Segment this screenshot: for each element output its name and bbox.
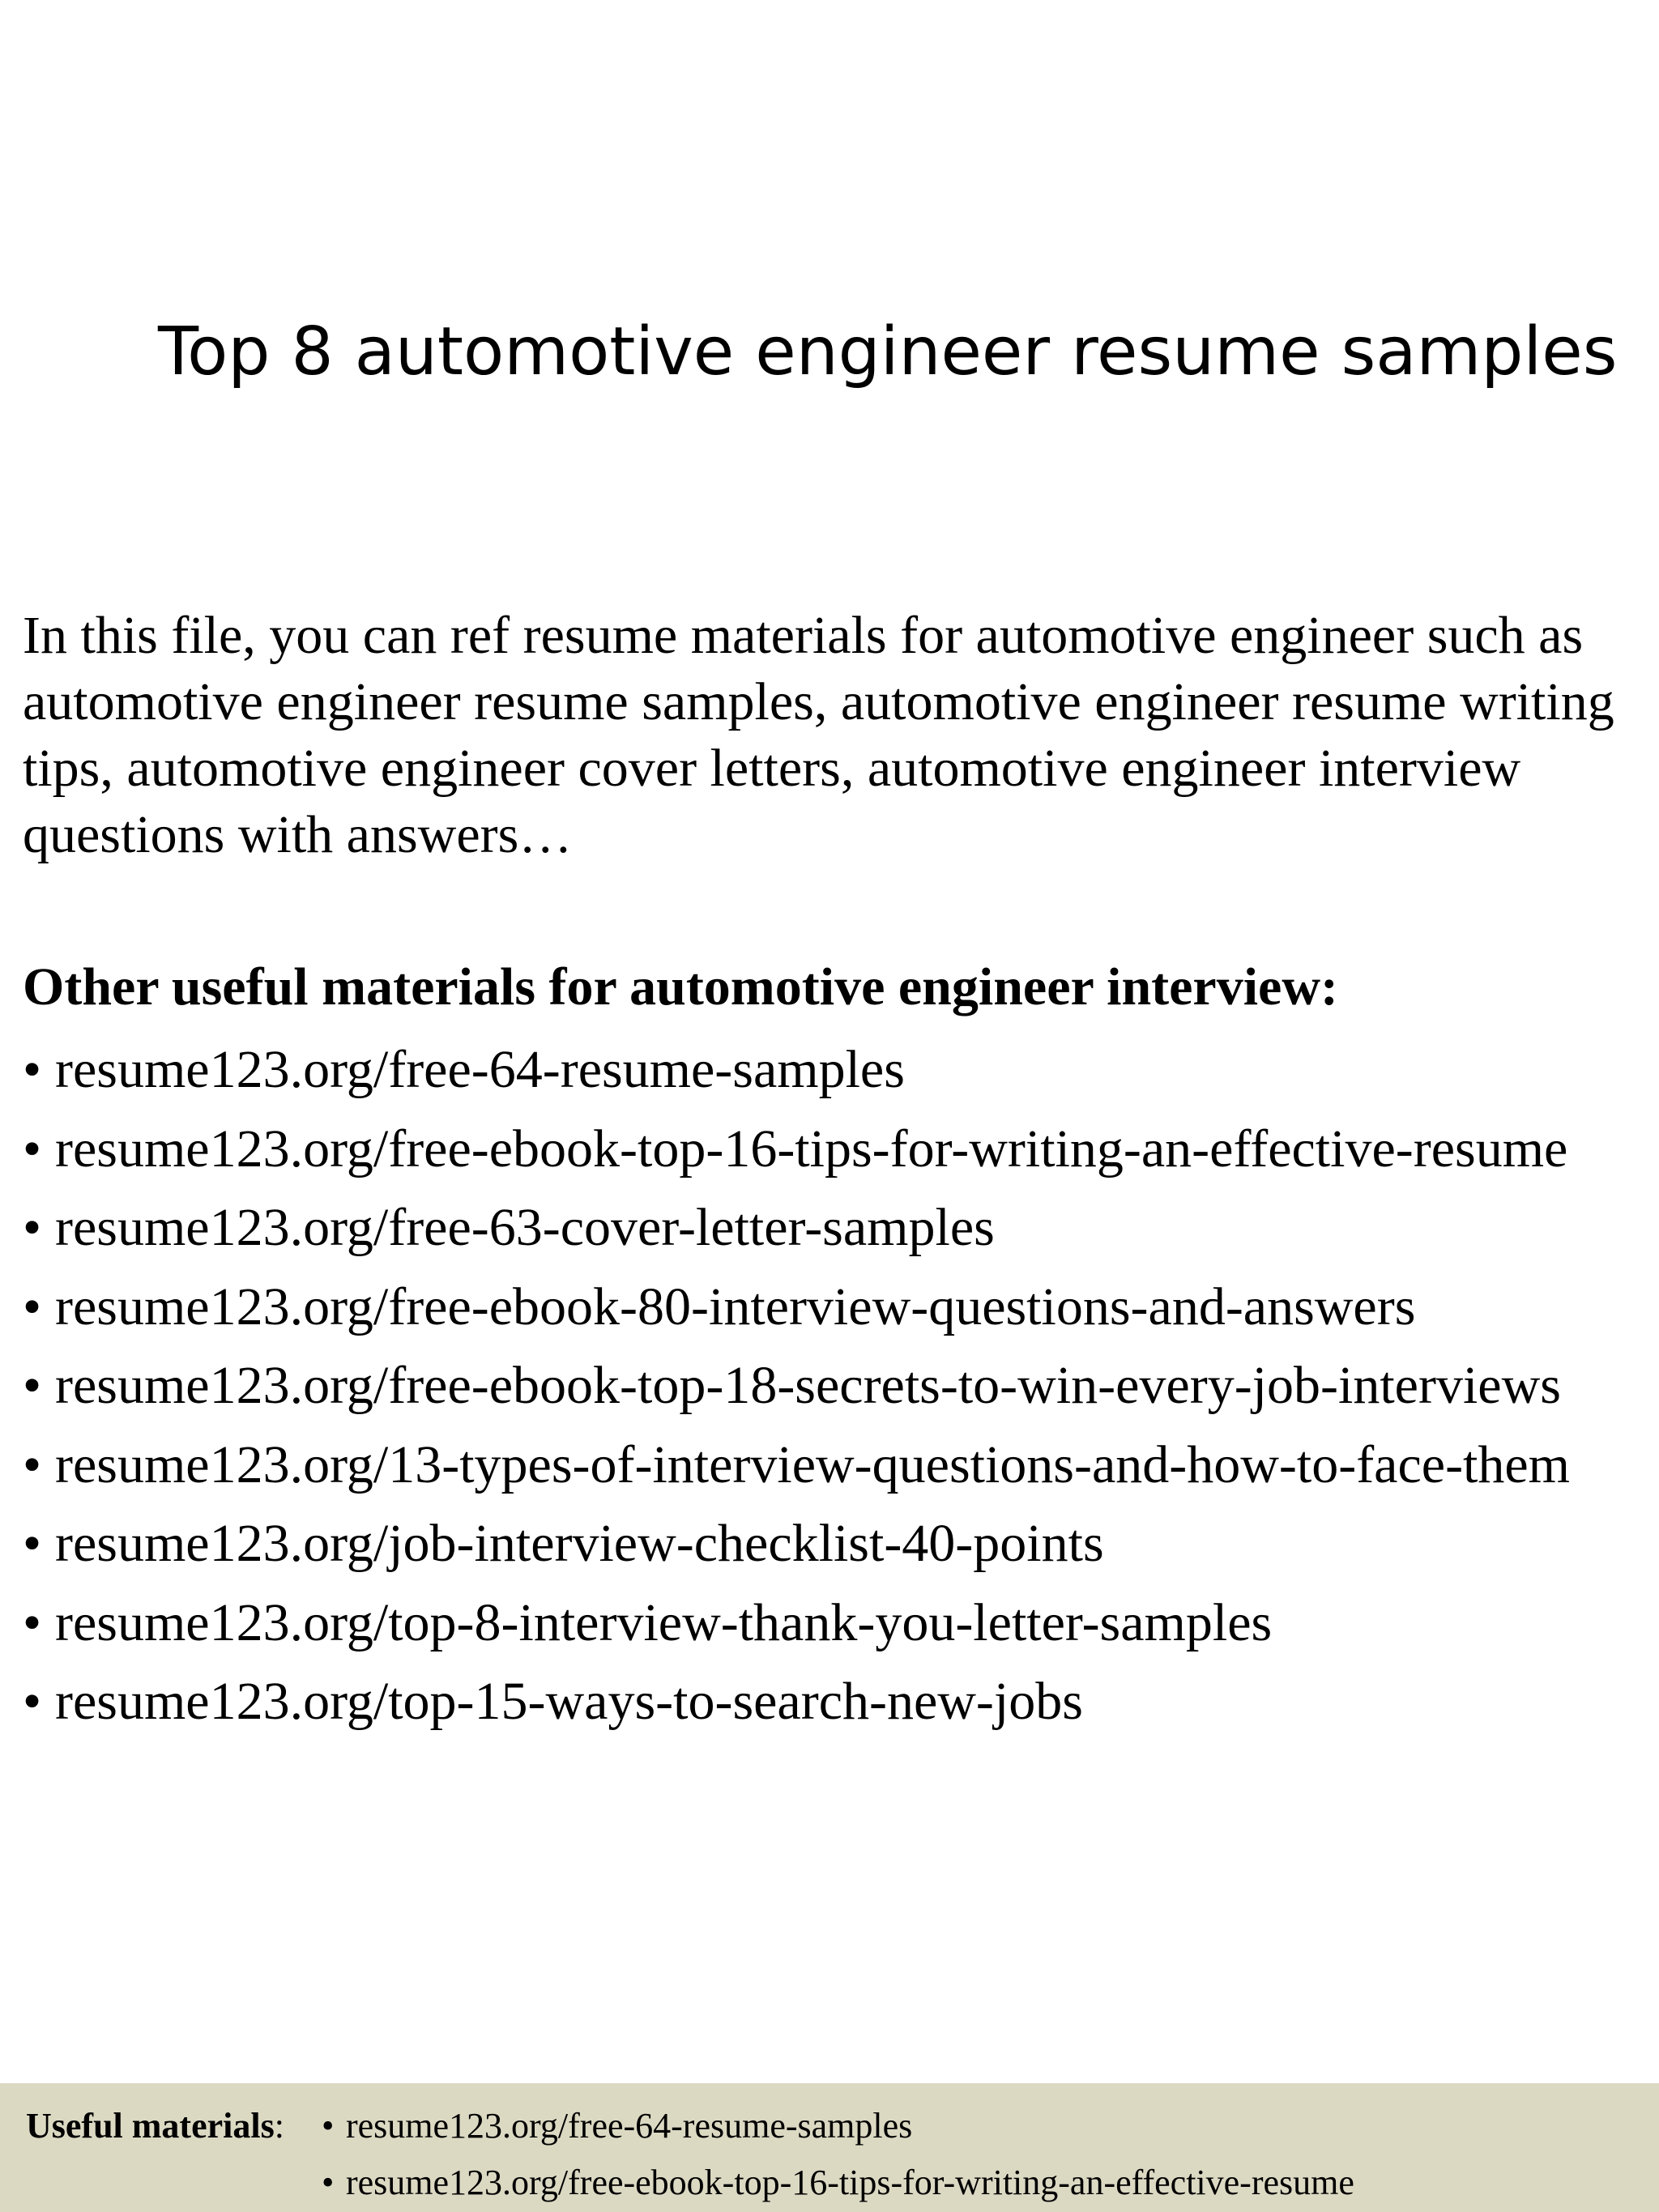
bullet-icon: • (23, 1514, 42, 1573)
footer-label-separator: : (274, 2106, 284, 2146)
footer-list-item[interactable] (322, 2098, 1354, 2154)
bullet-icon: • (23, 1592, 42, 1652)
list-item[interactable] (23, 1583, 1570, 1663)
bullet-icon: • (322, 2106, 335, 2146)
bullet-icon: • (23, 1198, 42, 1257)
material-link[interactable]: resume123.org/13-types-of-interview-questions-and-how-to-face-them (55, 1434, 1571, 1494)
materials-heading: Other useful materials for automotive engineer interview: (23, 957, 1338, 1016)
list-item[interactable] (23, 1188, 1570, 1268)
footer-list-item[interactable] (322, 2154, 1354, 2211)
list-item[interactable] (23, 1504, 1570, 1583)
bullet-icon: • (23, 1119, 42, 1178)
bullet-icon: • (23, 1434, 42, 1494)
list-item[interactable] (23, 1662, 1570, 1741)
material-link[interactable]: resume123.org/free-ebook-top-18-secrets-to-win-every-job-interviews (55, 1356, 1561, 1415)
material-link[interactable]: resume123.org/free-ebook-top-16-tips-for-writing-an-effective-resume (55, 1119, 1568, 1178)
bullet-icon: • (23, 1356, 42, 1415)
bullet-icon: • (23, 1276, 42, 1336)
list-item[interactable] (23, 1030, 1570, 1110)
bullet-icon: • (23, 1672, 42, 1731)
footer-label (26, 2098, 284, 2154)
list-item[interactable] (23, 1268, 1570, 1347)
bullet-icon: • (322, 2163, 335, 2202)
material-link[interactable]: resume123.org/free-63-cover-letter-samples (55, 1198, 995, 1257)
footer-bar (0, 2083, 1659, 2212)
footer-list (322, 2098, 1354, 2211)
footer-label-text: Useful materials (26, 2106, 275, 2146)
footer-link[interactable]: resume123.org/free-ebook-top-16-tips-for-writing-an-effective-resume (346, 2163, 1354, 2202)
footer-link[interactable]: resume123.org/free-64-resume-samples (346, 2106, 913, 2146)
bullet-icon: • (23, 1040, 42, 1099)
list-item[interactable] (23, 1426, 1570, 1505)
material-link[interactable]: resume123.org/free-64-resume-samples (55, 1040, 905, 1099)
list-item[interactable] (23, 1110, 1570, 1189)
material-link[interactable]: resume123.org/free-ebook-80-interview-questions-and-answers (55, 1276, 1416, 1336)
material-link[interactable]: resume123.org/top-8-interview-thank-you-letter-samples (55, 1592, 1273, 1652)
material-link[interactable]: resume123.org/job-interview-checklist-40-points (55, 1514, 1104, 1573)
intro-paragraph: In this file, you can ref resume materials for automotive engineer such as automotive engineer resume samples, automotive engineer resume writing tips, automotive engineer cover letters, automotive engineer interview questions with answers… (23, 606, 1614, 864)
materials-list (23, 1030, 1570, 1741)
material-link[interactable]: resume123.org/top-15-ways-to-search-new-jobs (55, 1672, 1083, 1731)
page-title: Top 8 automotive engineer resume samples (158, 313, 1618, 390)
list-item[interactable] (23, 1346, 1570, 1426)
